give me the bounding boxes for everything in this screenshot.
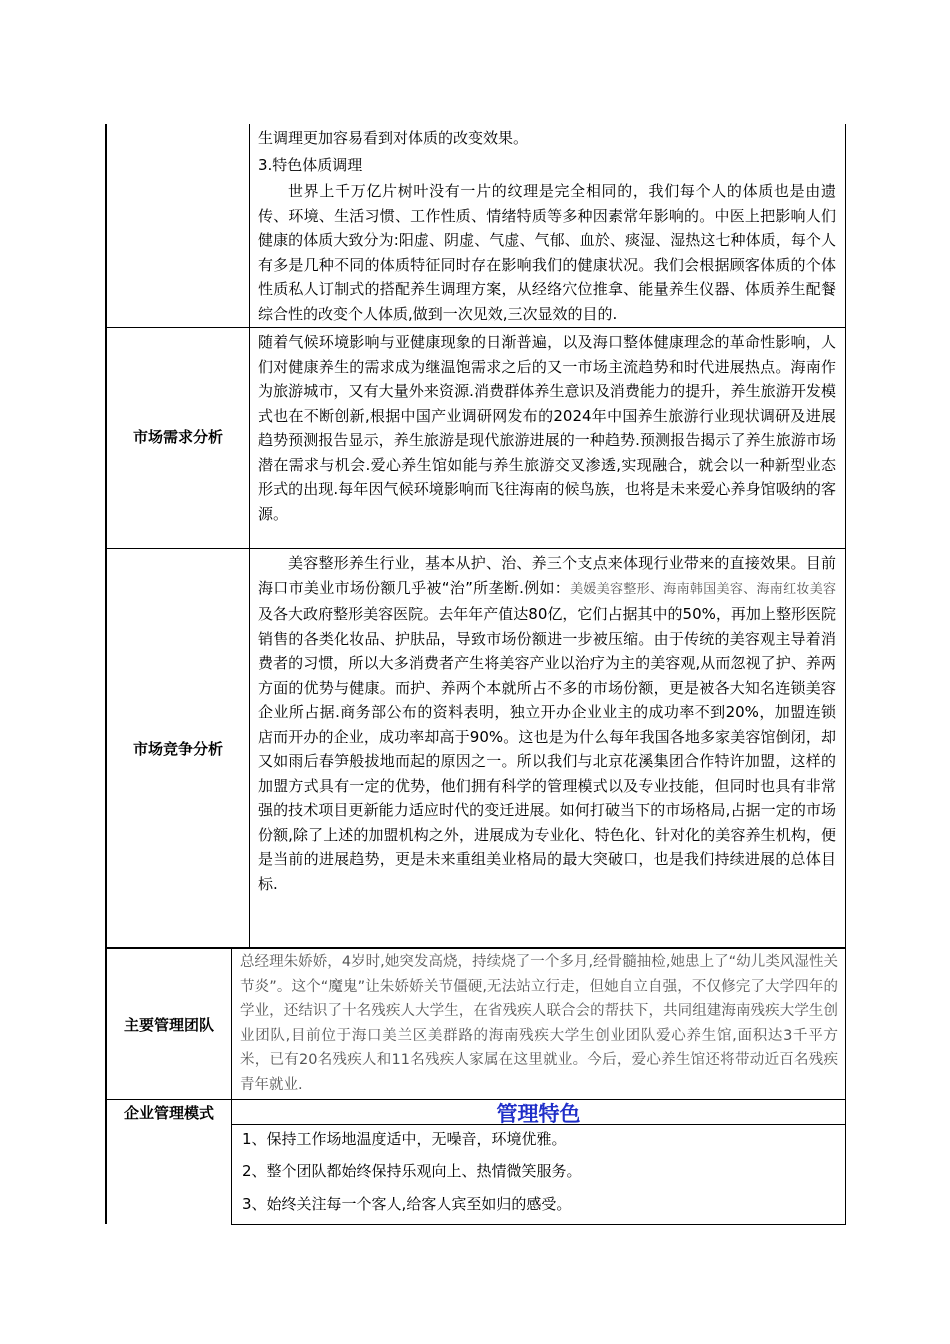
market-demand-label: 市场需求分析 [132, 428, 223, 446]
management-feature-item: 1、保持工作场地温度适中，无噪音，环境优雅。 [242, 1130, 567, 1148]
table-left-border [105, 124, 107, 1224]
management-team-label: 主要管理团队 [123, 1016, 214, 1034]
section-heading: 3.特色体质调理 [258, 155, 363, 174]
management-team-text: 总经理朱娇娇，4岁时,她突发高烧，持续烧了一个多月,经骨髓抽检,她患上了“幼儿类风湿性关节炎”。这个“魔鬼”让朱娇娇关节僵硬,无法站立行走，但她自立自强，不仅修完了大学四年的学业，还结识了十名残疾人大学生，在省残疾人联合会的帮扶下，共同组建海南残疾大学生创业团队,目前位于海口美兰区美群路的海南残疾大学生创业团队爱心养生馆,面积达3千平方米，已有20名残疾人和11名残疾人家属在这里就业。今后，爱心养生馆还将带动近百名残疾青年就业. [240, 954, 838, 1093]
row-border-2 [105, 548, 846, 549]
column-divider-2 [231, 948, 232, 1224]
paragraph: 世界上千万亿片树叶没有一片的纹理是完全相同的，我们每个人的体质也是由遗传、环境、生活习惯、工作性质、情绪特质等多种因素常年影响的。中医上把影响人们健康的体质大致分为:阳虚、阴虚、气虚、气郁、血於、痰湿、湿热这七种体质，每个人有多是几种不同的体质特征同时存在影响我们的健康状况。我们会根据顾客体质的个体性质私人订制式的搭配养生调理方案，从经络穴位推拿、能量养生仪器、体质养生配餐综合性的改变个人体质,做到一次见效,三次显效的目的. [258, 182, 836, 323]
market-demand-text: 随着气候环境影响与亚健康现象的日渐普遍，以及海口整体健康理念的革命性影响，人们对健康养生的需求成为继温饱需求之后的又一市场主流趋势和时代进展热点。海南作为旅游城市，又有大量外来资源.消费群体养生意识及消费能力的提升，养生旅游开发模式也在不断创新,根据中国产业调研网发布的2024年中国养生旅游行业现状调研及进展趋势预测报告显示，养生旅游是现代旅游进展的一种趋势.预测报告揭示了养生旅游市场潜在需求与机会.爱心养生馆如能与养生旅游交叉渗透,实现融合，就会以一种新型业态形式的出现.每年因气候环境影响而飞往海南的候鸟族，也将是未来爱心养身馆吸纳的客源。 [258, 333, 836, 523]
management-mode-label: 企业管理模式 [123, 1104, 214, 1122]
management-feature-item: 3、始终关注每一个客人,给客人宾至如归的感受。 [242, 1195, 572, 1213]
column-divider-1 [249, 124, 250, 948]
table-bottom-border [231, 1224, 846, 1225]
body-text-continued [258, 126, 836, 326]
market-competition-text [258, 551, 836, 896]
table-right-border [845, 124, 846, 1224]
row-border-1 [105, 327, 846, 328]
row-border-3 [105, 947, 846, 949]
paragraph-part: 及各大政府整形美容医院。去年年产值达80亿，它们占据其中的50%，再加上整形医院销售的各类化妆品、护肤品，导致市场份额进一步被压缩。由于传统的美容观主导着消费者的习惯，所以大多消费者产生将美容产业以治疗为主的美容观,从而忽视了护、养两方面的优势与健康。而护、养两个本就所占不多的市场份额，更是被各大知名连锁美容企业所占据.商务部公布的资料表明，独立开办企业业主的成功率不到20%，加盟连锁店而开办的企业，成功率却高于90%。这也是为什么每年我国各地多家美容馆倒闭，却又如雨后春笋般拔地而起的原因之一。所以我们与北京花溪集团合作特许加盟，这样的加盟方式具有一定的优势，他们拥有科学的管理模式以及专业技能，但同时也具有非常强的技术项目更新能力适应时代的变迁进展。如何打破当下的市场格局,占据一定的市场份额,除了上述的加盟机构之外，进展成为专业化、特色化、针对化的美容养生机构，便是当前的进展趋势，更是未来重组美业格局的最大突破口，也是我们持续进展的总体目标. [258, 605, 836, 893]
management-features-title: 管理特色 [496, 1102, 581, 1126]
market-competition-label: 市场竞争分析 [132, 740, 223, 758]
paragraph-line: 生调理更加容易看到对体质的改变效果。 [258, 129, 529, 147]
competitor-names: 美媛美容整形、海南韩国美容、海南红妆美容 [570, 581, 836, 597]
management-feature-item: 2、整个团队都始终保持乐观向上、热情微笑服务。 [242, 1162, 582, 1180]
paragraph-part: 美容整形养生行业，基本从护、治、养三个支点来体现行业带来的直接效果。目前海口市美业市场份额几乎被“治”所垄断.例如： [258, 554, 836, 597]
